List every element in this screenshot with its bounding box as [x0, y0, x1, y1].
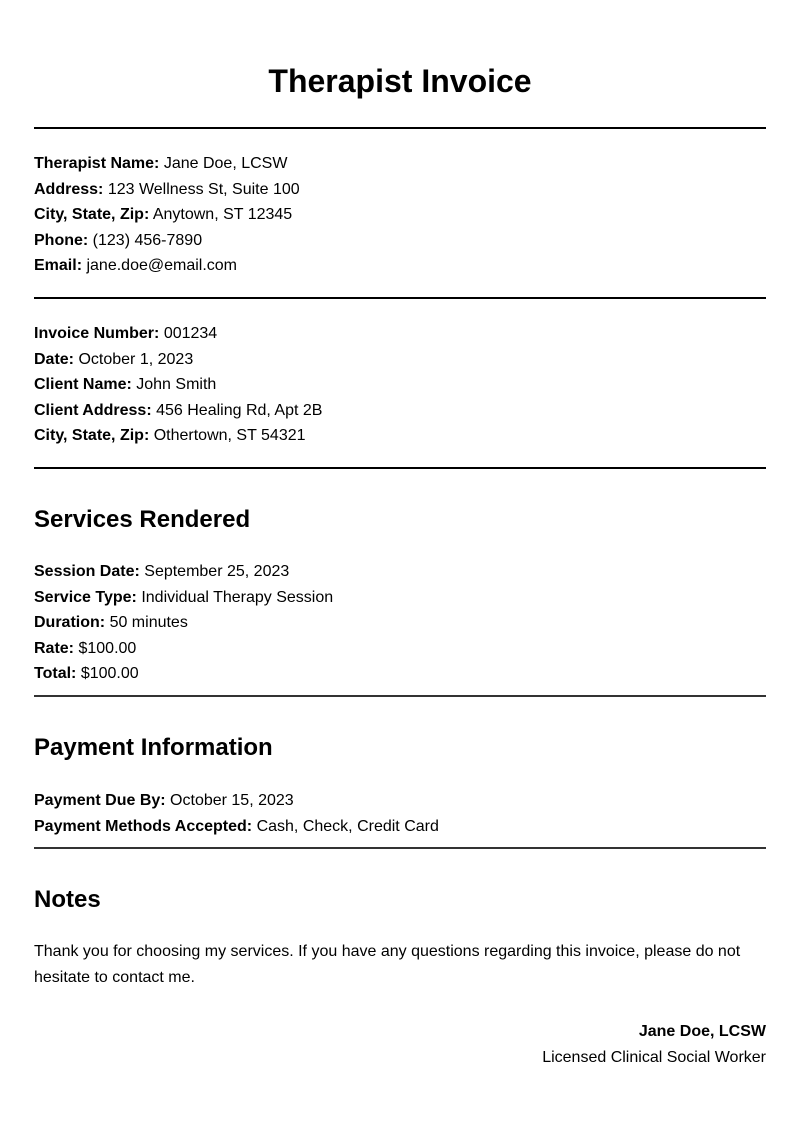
therapist-address-row	[34, 177, 766, 203]
therapist-city-row	[34, 202, 766, 228]
field-value: October 15, 2023	[170, 792, 294, 809]
payment-due-row	[34, 788, 766, 814]
field-value: 50 minutes	[109, 614, 188, 632]
field-value: Anytown, ST 12345	[152, 206, 293, 224]
field-label: Client Name:	[34, 376, 132, 394]
field-label: City, State, Zip:	[34, 427, 150, 445]
field-value: (123) 456-7890	[92, 231, 203, 249]
divider	[34, 297, 766, 299]
field-label: Date:	[34, 350, 75, 368]
field-value: $100.00	[80, 665, 139, 683]
field-value: 123 Wellness St, Suite 100	[107, 180, 300, 198]
field-value: October 1, 2023	[78, 350, 194, 368]
field-value: 001234	[163, 325, 218, 342]
invoice-number-row	[34, 321, 766, 347]
divider	[34, 695, 766, 697]
field-value: Cash, Check, Credit Card	[256, 817, 439, 835]
field-label: Therapist Name:	[34, 155, 160, 172]
signature-title: Licensed Clinical Social Worker	[542, 1049, 766, 1066]
divider	[34, 467, 766, 469]
signature-block	[542, 1019, 766, 1071]
field-value: Jane Doe, LCSW	[163, 155, 288, 172]
service-type-row	[34, 585, 766, 611]
therapist-info	[34, 151, 766, 279]
therapist-email-row	[34, 253, 766, 279]
client-city-row	[34, 423, 766, 449]
rate-row	[34, 636, 766, 662]
services-heading: Services Rendered	[34, 506, 251, 533]
field-value: Individual Therapy Session	[141, 588, 334, 606]
client-address-row	[34, 398, 766, 424]
field-label: Invoice Number:	[34, 325, 160, 342]
field-label: Total:	[34, 665, 77, 683]
field-value: $100.00	[78, 639, 137, 657]
field-label: Rate:	[34, 639, 75, 657]
field-label: Email:	[34, 257, 83, 275]
client-name-row	[34, 372, 766, 398]
notes-heading: Notes	[34, 886, 101, 913]
total-row	[34, 661, 766, 687]
field-label: Payment Methods Accepted:	[34, 817, 253, 835]
notes-text: Thank you for choosing my services. If you have any questions regarding this invoice, please do not hesitate to contact me.	[34, 943, 741, 986]
field-label: Duration:	[34, 614, 106, 632]
therapist-phone-row	[34, 228, 766, 254]
therapist-name-row	[34, 151, 766, 177]
field-value: jane.doe@email.com	[86, 257, 238, 275]
page-title: Therapist Invoice	[268, 63, 532, 99]
field-label: Address:	[34, 180, 104, 198]
payment-list	[34, 788, 766, 839]
signature-name: Jane Doe, LCSW	[638, 1023, 766, 1040]
field-label: Payment Due By:	[34, 792, 166, 809]
field-label: Phone:	[34, 231, 89, 249]
invoice-date-row	[34, 347, 766, 373]
field-value: Othertown, ST 54321	[153, 427, 306, 445]
session-date-row	[34, 559, 766, 585]
field-label: Client Address:	[34, 401, 152, 419]
payment-methods-row	[34, 814, 766, 840]
field-value: 456 Healing Rd, Apt 2B	[156, 401, 323, 419]
services-list	[34, 559, 766, 687]
duration-row	[34, 610, 766, 636]
field-label: City, State, Zip:	[34, 206, 150, 224]
field-value: John Smith	[136, 376, 217, 394]
divider	[34, 847, 766, 849]
field-value: September 25, 2023	[144, 563, 290, 580]
field-label: Session Date:	[34, 563, 140, 580]
payment-heading: Payment Information	[34, 734, 273, 761]
invoice-info	[34, 321, 766, 449]
field-label: Service Type:	[34, 588, 137, 606]
divider	[34, 127, 766, 129]
